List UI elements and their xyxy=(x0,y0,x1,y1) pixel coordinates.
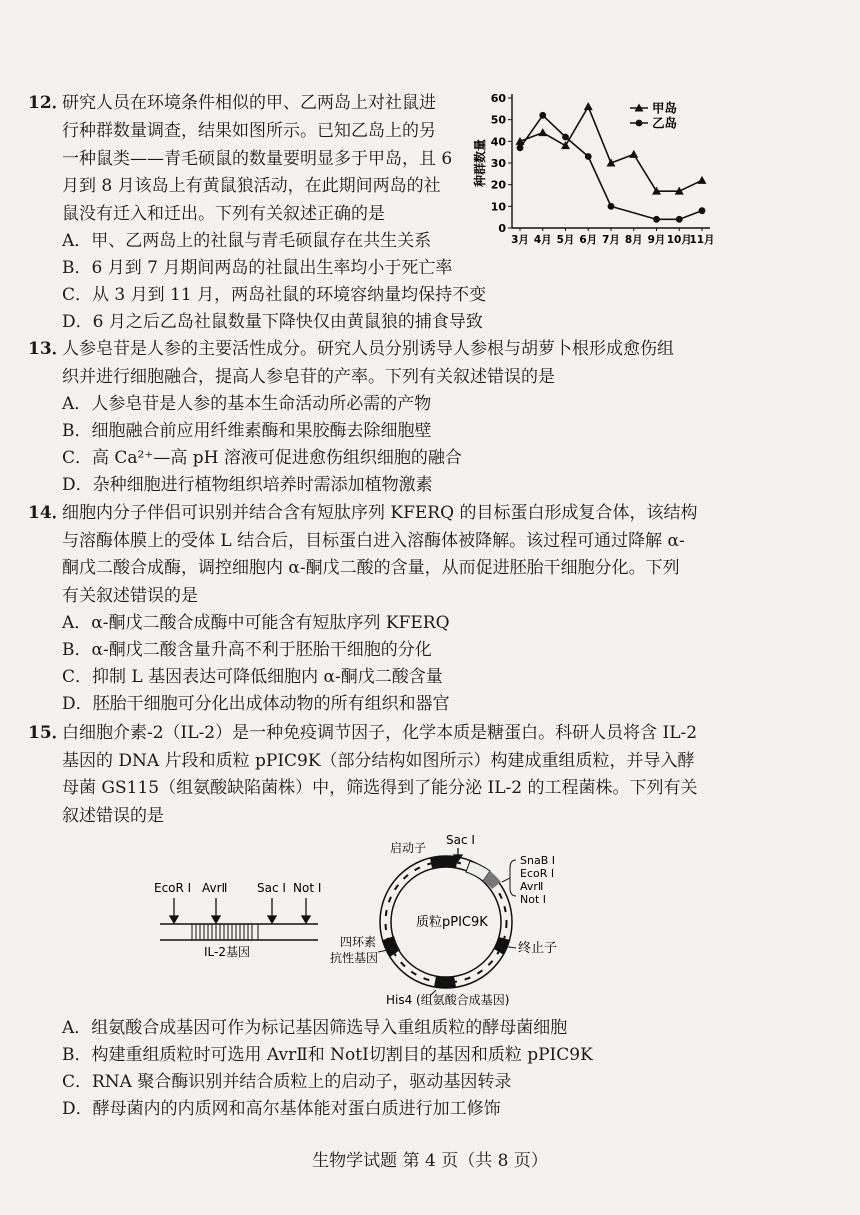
his4-label: His4 (组氨酸合成基因) xyxy=(386,993,510,1007)
tet-label-1: 四环素 xyxy=(340,935,377,949)
triangle-marker xyxy=(698,176,707,184)
q15-option-c: C．RNA 聚合酶识别并结合质粒上的启动子，驱动基因转录 xyxy=(62,1072,512,1092)
q14-option-d: D．胚胎干细胞可分化出成体动物的所有组织和器官 xyxy=(62,694,450,714)
q15-option-b: B．构建重组质粒时可选用 AvrⅡ和 NotⅠ切割目的基因和质粒 pPIC9K xyxy=(62,1045,593,1065)
triangle-marker xyxy=(584,102,593,110)
triangle-marker xyxy=(538,128,547,136)
plasmid-label: 质粒pPIC9K xyxy=(416,915,488,930)
legend-label: 乙岛 xyxy=(652,115,678,131)
mcs-avrii: AvrⅡ xyxy=(520,880,544,893)
q13-number: 13． xyxy=(28,339,69,359)
circle-marker xyxy=(676,216,683,223)
q14-stem-line: 细胞内分子伴侣可识别并结合含有短肽序列 KFERQ 的目标蛋白形成复合体，该结构 xyxy=(62,503,698,523)
il2-gene-hatch xyxy=(192,924,258,940)
circle-marker xyxy=(562,134,569,141)
q12-option-a: A．甲、乙两岛上的社鼠与青毛硕鼠存在共生关系 xyxy=(62,231,432,251)
y-tick-label: 20 xyxy=(490,178,506,192)
mcs-snabi: SnaB Ⅰ xyxy=(520,854,555,867)
x-tick-label: 5月 xyxy=(556,234,575,246)
site-ecori: EcoR Ⅰ xyxy=(154,881,192,895)
circle-marker xyxy=(699,207,706,214)
mcs-ecori: EcoR Ⅰ xyxy=(520,867,555,880)
q15-stem-line: 母菌 GS115（组氨酸缺陷菌株）中，筛选得到了能分泌 IL-2 的工程菌株。下列有关 xyxy=(62,778,698,798)
triangle-marker xyxy=(561,141,570,149)
promoter-label: 启动子 xyxy=(390,841,427,855)
q13-option-a: A．人参皂苷是人参的基本生命活动所必需的产物 xyxy=(62,394,432,414)
x-tick-label: 6月 xyxy=(579,234,598,246)
q12-stem-line: 行种群数量调查，结果如图所示。已知乙岛上的另 xyxy=(62,121,436,141)
y-tick-label: 30 xyxy=(490,157,506,170)
q13-option-b: B．细胞融合前应用纤维素酶和果胶酶去除细胞壁 xyxy=(62,421,432,441)
q13-stem-line: 人参皂苷是人参的主要活性成分。研究人员分别诱导人参根与胡萝卜根形成愈伤组 xyxy=(62,339,674,359)
q15-stem-line: 叙述错误的是 xyxy=(62,806,164,826)
q13-option-c: C．高 Ca²⁺—高 pH 溶液可促进愈伤组织细胞的融合 xyxy=(62,448,462,468)
x-tick-label: 7月 xyxy=(602,234,620,246)
x-tick-label: 4月 xyxy=(533,234,552,246)
x-tick-label: 11月 xyxy=(689,234,715,246)
x-tick-label: 3月 xyxy=(511,234,529,246)
x-tick-label: 10月 xyxy=(666,234,692,246)
x-tick-label: 8月 xyxy=(624,234,643,246)
circle-marker xyxy=(585,153,592,160)
q15-stem-line: 基因的 DNA 片段和质粒 pPIC9K（部分结构如图所示）构建成重组质粒，并导入酵 xyxy=(62,751,695,771)
triangle-marker xyxy=(629,150,638,158)
legend-label: 甲岛 xyxy=(652,100,678,116)
il2-gene-label: IL-2基因 xyxy=(204,945,250,959)
circle-marker xyxy=(517,144,524,151)
legend-circle xyxy=(636,120,643,127)
q13-stem-line: 织并进行细胞融合，提高人参皂苷的产率。下列有关叙述错误的是 xyxy=(62,367,555,387)
q15-option-a: A．组氨酸合成基因可作为标记基因筛选导入重组质粒的酵母菌细胞 xyxy=(62,1018,568,1038)
plasmid-diagram xyxy=(140,828,600,1008)
site-noti: Not Ⅰ xyxy=(293,881,322,895)
y-tick-label: 50 xyxy=(490,113,506,127)
q15-number: 15． xyxy=(28,723,69,743)
q14-stem-line: 酮戊二酸合成酶，调控细胞内 α-酮戊二酸的含量，从而促进胚胎干细胞分化。下列 xyxy=(62,558,680,578)
q15-stem-line: 白细胞介素-2（IL-2）是一种免疫调节因子，化学本质是糖蛋白。科研人员将含 IL-2 xyxy=(62,723,698,743)
tet-segment xyxy=(383,936,400,957)
population-line-chart xyxy=(470,88,720,253)
q13-option-d: D．杂种细胞进行植物组织培养时需添加植物激素 xyxy=(62,475,433,495)
tet-label-2: 抗性基因 xyxy=(330,951,379,965)
q12-option-d: D．6 月之后乙岛社鼠数量下降快仅由黄鼠狼的捕食导致 xyxy=(62,312,483,332)
site-saci: Sac Ⅰ xyxy=(257,881,286,895)
q14-stem-line: 与溶酶体膜上的受体 L 结合后，目标蛋白进入溶酶体被降解。该过程可通过降解 α- xyxy=(62,531,685,551)
his4-segment xyxy=(434,976,456,988)
y-tick-label: 0 xyxy=(498,222,506,235)
promoter-segment xyxy=(430,856,458,868)
q14-stem-line: 有关叙述错误的是 xyxy=(62,586,198,606)
page-footer: 生物学试题 第 4 页（共 8 页） xyxy=(312,1151,548,1171)
q12-stem-line: 一种鼠类——青毛硕鼠的数量要明显多于甲岛，且 6 xyxy=(62,149,453,169)
q12-stem-line: 研究人员在环境条件相似的甲、乙两岛上对社鼠进 xyxy=(62,93,436,113)
q14-option-c: C．抑制 L 基因表达可降低细胞内 α-酮戊二酸含量 xyxy=(62,667,443,687)
mcs-noti: Not Ⅰ xyxy=(520,893,547,906)
y-tick-label: 40 xyxy=(490,135,506,149)
x-tick-label: 9月 xyxy=(647,234,666,246)
saci-top-label: Sac Ⅰ xyxy=(446,833,475,847)
q14-option-b: B．α-酮戊二酸含量升高不利于胚胎干细胞的分化 xyxy=(62,640,432,660)
q12-stem-line: 鼠没有迁入和迁出。下列有关叙述正确的是 xyxy=(62,204,385,224)
q15-option-d: D．酵母菌内的内质网和高尔基体能对蛋白质进行加工修饰 xyxy=(62,1099,501,1119)
y-tick-label: 60 xyxy=(490,92,506,105)
q12-number: 12． xyxy=(28,93,69,113)
q12-option-b: B．6 月到 7 月期间两岛的社鼠出生率均小于死亡率 xyxy=(62,258,453,278)
circle-marker xyxy=(653,216,660,223)
y-tick-label: 10 xyxy=(490,200,506,214)
site-avrii: AvrⅡ xyxy=(202,881,228,895)
y-axis-label: 种群数量 xyxy=(473,138,487,188)
circle-marker xyxy=(608,203,615,210)
q12-option-c: C．从 3 月到 11 月，两岛社鼠的环境容纳量均保持不变 xyxy=(62,285,487,305)
q12-stem-line: 月到 8 月该岛上有黄鼠狼活动，在此期间两岛的社 xyxy=(62,176,441,196)
circle-marker xyxy=(539,112,546,119)
terminator-label: 终止子 xyxy=(518,941,558,956)
q14-option-a: A．α-酮戊二酸合成酶中可能含有短肽序列 KFERQ xyxy=(62,613,450,633)
q14-number: 14． xyxy=(28,503,69,523)
